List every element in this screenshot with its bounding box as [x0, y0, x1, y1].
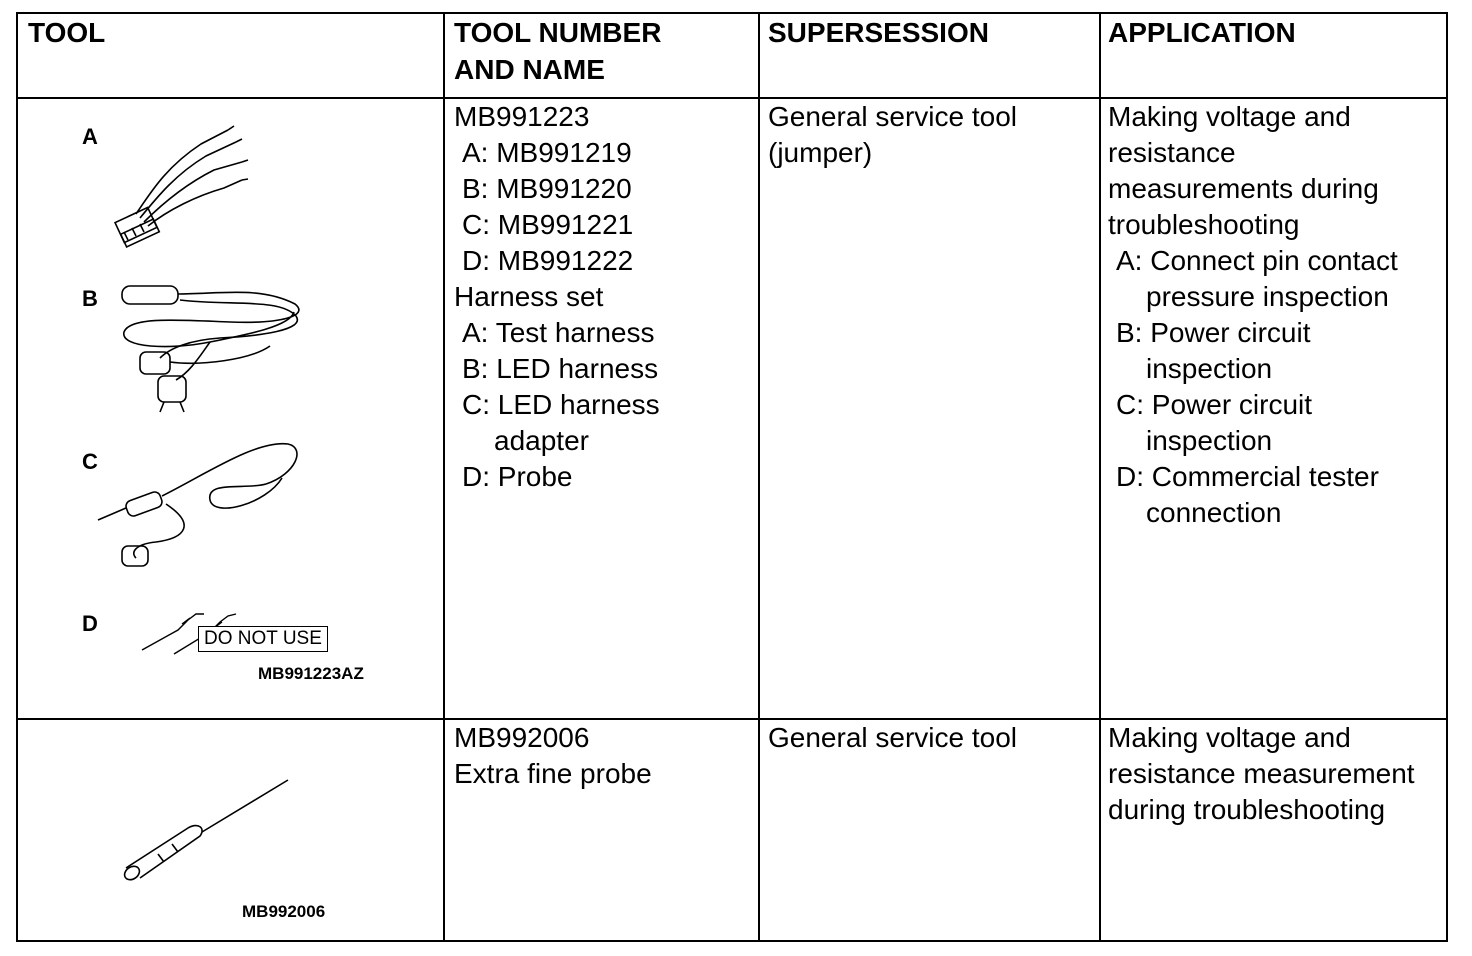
supersession-cell: [768, 99, 1017, 171]
application-cell: [1108, 720, 1415, 828]
tool-name: Extra fine probe: [454, 758, 652, 789]
application-line: Making voltage and: [1108, 101, 1351, 132]
application-b-cont: inspection: [1146, 353, 1273, 384]
part-a-name: A: Test harness: [462, 317, 655, 348]
figure-label-a: A: [82, 124, 98, 149]
tool-number-cell: [454, 99, 660, 495]
led-harness-illustration: [110, 276, 310, 416]
tool-number: MB991223: [454, 101, 590, 132]
application-line: troubleshooting: [1108, 209, 1300, 240]
supersession-cell: [768, 720, 1017, 756]
figure-label-b: B: [82, 286, 98, 311]
application-cell: [1108, 99, 1398, 531]
part-c-name: C: LED harness: [462, 389, 660, 420]
part-c-name-cont: adapter: [494, 425, 589, 456]
part-a-number: A: MB991219: [462, 137, 632, 168]
extra-fine-probe-illustration: [118, 776, 298, 886]
application-b: B: Power circuit: [1116, 317, 1311, 348]
application-line: resistance: [1108, 137, 1236, 168]
figure-label-c: C: [82, 449, 98, 474]
column-divider: [1099, 14, 1101, 940]
part-c-number: C: MB991221: [462, 209, 634, 240]
part-b-number: B: MB991220: [462, 173, 632, 204]
application-line: Making voltage and: [1108, 722, 1351, 753]
application-a-cont: pressure inspection: [1146, 281, 1389, 312]
tool-name: Harness set: [454, 281, 604, 312]
header-tool-number-line1: TOOL NUMBER: [454, 17, 662, 48]
supersession-line: (jumper): [768, 137, 873, 168]
do-not-use-label: DO NOT USE: [198, 626, 328, 652]
figure-code-mb992006: MB992006: [242, 902, 326, 921]
application-d-cont: connection: [1146, 497, 1282, 528]
part-d-number: D: MB991222: [462, 245, 634, 276]
column-divider: [443, 14, 445, 940]
part-b-name: B: LED harness: [462, 353, 659, 384]
application-d: D: Commercial tester: [1116, 461, 1379, 492]
header-tool-number: [454, 14, 661, 88]
tool-number-cell: [454, 720, 652, 792]
special-tools-table: [16, 12, 1448, 942]
test-harness-illustration: [106, 122, 256, 252]
application-line: resistance measurement: [1108, 758, 1415, 789]
application-a: A: Connect pin contact: [1116, 245, 1398, 276]
header-tool: TOOL: [28, 17, 106, 48]
header-supersession: SUPERSESSION: [768, 17, 989, 48]
application-line: measurements during: [1108, 173, 1379, 204]
part-d-name: D: Probe: [462, 461, 573, 492]
tool-number: MB992006: [454, 722, 590, 753]
application-c-cont: inspection: [1146, 425, 1273, 456]
figure-code-mb991223az: MB991223AZ: [258, 664, 364, 683]
application-line: during troubleshooting: [1108, 794, 1386, 825]
column-divider: [758, 14, 760, 940]
supersession-line: General service tool: [768, 722, 1018, 753]
led-harness-adapter-illustration: [96, 434, 306, 574]
header-tool-number-line2: AND NAME: [454, 54, 605, 85]
figure-label-d: D: [82, 611, 98, 636]
application-c: C: Power circuit: [1116, 389, 1313, 420]
supersession-line: General service tool: [768, 101, 1018, 132]
header-application: APPLICATION: [1108, 17, 1296, 48]
